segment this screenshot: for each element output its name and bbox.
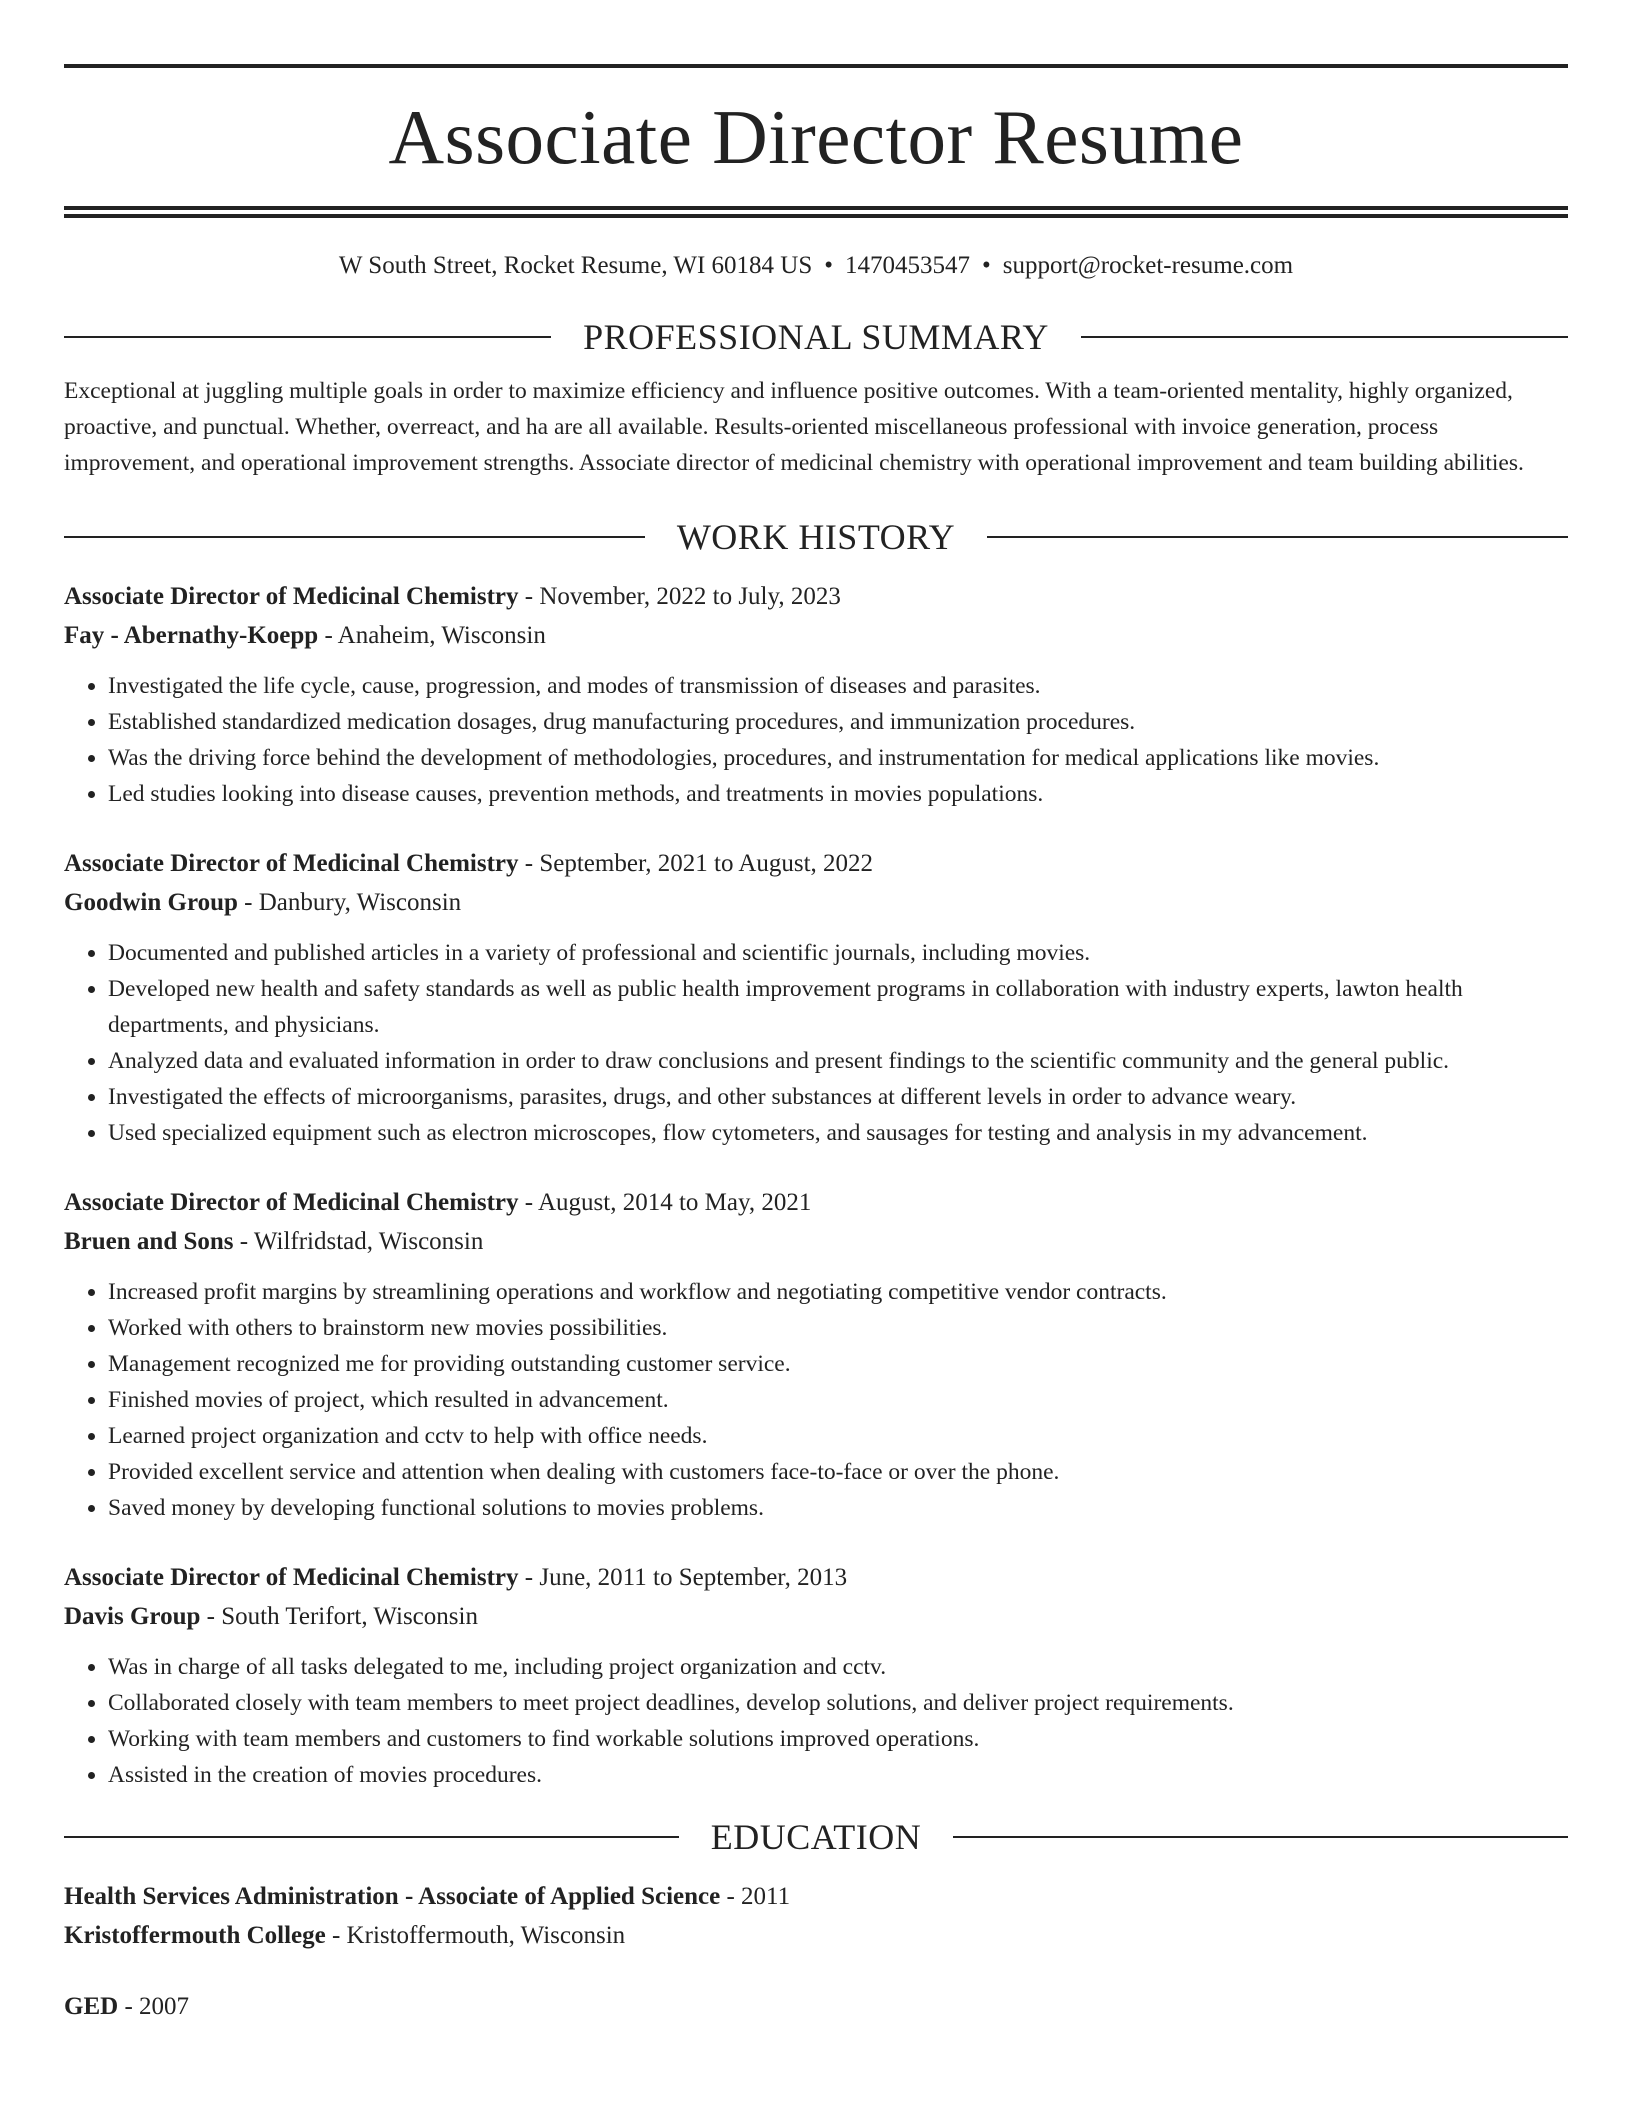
job-dates: - August, 2014 to May, 2021 (518, 1189, 812, 1216)
job-bullets (64, 1649, 1568, 1793)
job-title: Associate Director of Medicinal Chemistry (64, 1564, 519, 1591)
education-entry (64, 1987, 1568, 2026)
list-item: • Investigated the life cycle, cause, progression, and modes of transmission of diseases and parasites. (108, 668, 1568, 704)
contact-separator: • (982, 252, 991, 279)
education-year: - 2007 (118, 1993, 190, 2020)
list-item: • Management recognized me for providing outstanding customer service. (108, 1346, 1568, 1382)
education-degree-line (64, 1987, 1568, 2026)
divider-line (64, 536, 645, 538)
divider-line (1081, 336, 1568, 338)
list-item: • Developed new health and safety standards as well as public health improvement programs in collaboration with industry experts, lawton health departments, and physicians. (108, 971, 1568, 1043)
education-location: - Kristoffermouth, Wisconsin (325, 1922, 626, 1949)
list-item: • Collaborated closely with team members to meet project deadlines, develop solutions, and deliver project requirements. (108, 1685, 1568, 1721)
contact-phone: 1470453547 (845, 252, 971, 279)
job-entry (64, 844, 1568, 1151)
contact-line (64, 251, 1568, 281)
list-item: • Documented and published articles in a variety of professional and scientific journals, including movies. (108, 935, 1568, 971)
education-school: Kristoffermouth College (64, 1922, 326, 1949)
job-entry (64, 1558, 1568, 1793)
job-title: Associate Director of Medicinal Chemistry (64, 1189, 519, 1216)
contact-separator: • (824, 252, 834, 279)
job-company: Goodwin Group (64, 889, 238, 916)
section-heading-work-history (64, 515, 1568, 559)
job-company-line (64, 1222, 1568, 1261)
title-double-rule (64, 206, 1568, 218)
summary-text: Exceptional at juggling multiple goals in order to maximize efficiency and influence positive outcomes. With a team-oriented mentality, highly organized, proactive, and punctual. Whether, overreact, and ha are all available. Results-oriented miscellaneous professional with invoice generation, process improvement, and operational improvement strengths. Associate director of medicinal chemistry with operational improvement and team building abilities. (64, 378, 1524, 476)
list-item: • Led studies looking into disease causes, prevention methods, and treatments in movies populations. (108, 776, 1568, 812)
top-rule (64, 64, 1568, 68)
job-title-line (64, 1558, 1568, 1597)
list-item: • Saved money by developing functional solutions to movies problems. (108, 1490, 1568, 1526)
list-item: • Investigated the effects of microorganisms, parasites, drugs, and other substances at different levels in order to advance weary. (108, 1079, 1568, 1115)
divider-line (64, 1836, 679, 1838)
job-bullets (64, 1274, 1568, 1526)
list-item: • Finished movies of project, which resulted in advancement. (108, 1382, 1568, 1418)
section-title: WORK HISTORY (676, 517, 956, 557)
job-title-line (64, 1183, 1568, 1222)
list-item: • Increased profit margins by streamlining operations and workflow and negotiating competitive vendor contracts. (108, 1274, 1568, 1310)
job-title: Associate Director of Medicinal Chemistry (64, 583, 519, 610)
job-company: Bruen and Sons (64, 1228, 234, 1255)
list-item: • Working with team members and customers to find workable solutions improved operations. (108, 1721, 1568, 1757)
list-item: • Was the driving force behind the development of methodologies, procedures, and instrumentation for medical applications like movies. (108, 740, 1568, 776)
job-dates: - June, 2011 to September, 2013 (518, 1564, 848, 1591)
list-item: • Used specialized equipment such as electron microscopes, flow cytometers, and sausages for testing and analysis in my advancement. (108, 1115, 1568, 1151)
job-dates: - November, 2022 to July, 2023 (518, 583, 841, 610)
job-company: Fay - Abernathy-Koepp (64, 622, 319, 649)
divider-line (987, 536, 1568, 538)
list-item: • Analyzed data and evaluated information in order to draw conclusions and present findings to the scientific community and the general public. (108, 1043, 1568, 1079)
education-entry (64, 1877, 1568, 1955)
list-item: • Learned project organization and cctv to help with office needs. (108, 1418, 1568, 1454)
job-company-line (64, 883, 1568, 922)
education-degree: Health Services Administration - Associate of Applied Science (64, 1883, 721, 1910)
job-bullets (64, 935, 1568, 1151)
job-dates: - September, 2021 to August, 2022 (518, 850, 874, 877)
job-entry (64, 577, 1568, 812)
job-title-line (64, 577, 1568, 616)
job-title: Associate Director of Medicinal Chemistry (64, 850, 519, 877)
divider-line (953, 1836, 1568, 1838)
list-item: • Established standardized medication dosages, drug manufacturing procedures, and immunization procedures. (108, 704, 1568, 740)
job-bullets (64, 668, 1568, 812)
education-degree: GED (64, 1993, 119, 2020)
list-item: • Assisted in the creation of movies procedures. (108, 1757, 1568, 1793)
job-company: Davis Group (64, 1603, 201, 1630)
job-title-line (64, 844, 1568, 883)
job-location: - South Terifort, Wisconsin (200, 1603, 478, 1630)
job-entry (64, 1183, 1568, 1526)
resume-title: Associate Director Resume (388, 94, 1244, 180)
list-item: • Worked with others to brainstorm new movies possibilities. (108, 1310, 1568, 1346)
list-item: • Was in charge of all tasks delegated to me, including project organization and cctv. (108, 1649, 1568, 1685)
education-year: - 2011 (720, 1883, 791, 1910)
job-location: - Anaheim, Wisconsin (318, 622, 546, 649)
education-school-line (64, 1916, 1568, 1955)
education-degree-line (64, 1877, 1568, 1916)
job-company-line (64, 616, 1568, 655)
list-item: • Provided excellent service and attention when dealing with customers face-to-face or over the phone. (108, 1454, 1568, 1490)
section-heading-summary (64, 315, 1568, 359)
section-title: EDUCATION (710, 1817, 922, 1857)
divider-line (64, 336, 551, 338)
contact-address: W South Street, Rocket Resume, WI 60184 US (338, 252, 813, 279)
section-title: PROFESSIONAL SUMMARY (583, 317, 1049, 357)
job-company-line (64, 1597, 1568, 1636)
contact-email: support@rocket-resume.com (1002, 252, 1294, 279)
job-location: - Danbury, Wisconsin (237, 889, 462, 916)
section-heading-education (64, 1815, 1568, 1859)
job-location: - Wilfridstad, Wisconsin (233, 1228, 484, 1255)
